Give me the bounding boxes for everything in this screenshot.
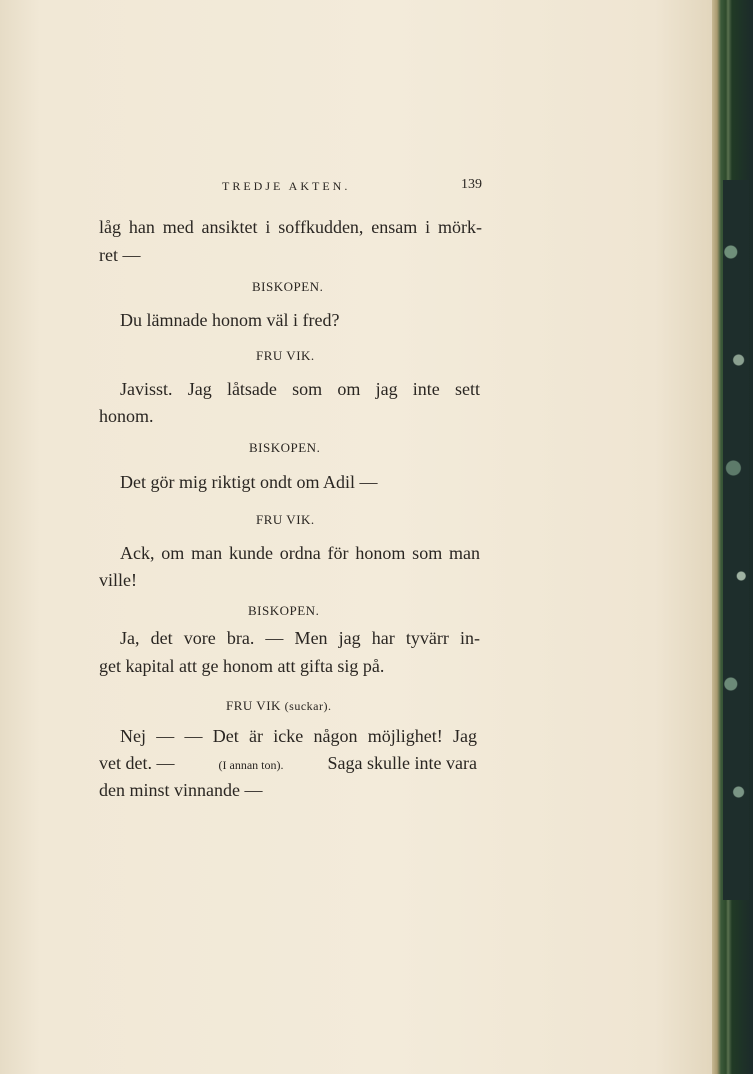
text-line: Ack, om man kunde ordna för honom som man [120,543,480,563]
text-fragment: Saga skulle inte vara [327,753,477,773]
speaker-name: FRU VIK. [256,512,315,527]
running-head [222,177,482,197]
text-line: honom. [99,406,154,426]
stage-direction: (suckar). [284,699,332,713]
speaker-name: BISKOPEN. [249,440,321,455]
text-line: ret — [99,245,141,265]
text-line: ville! [99,570,137,590]
stage-direction: (I annan ton). [218,758,284,772]
speaker-direction-line [226,698,331,714]
running-head-title: TREDJE AKTEN. [222,179,351,193]
speaker-name: BISKOPEN. [252,279,324,294]
page-number: 139 [461,177,482,192]
marbled-cover-pattern [723,180,749,900]
speaker-name: FRU VIK [226,698,281,713]
text-line: Du lämnade honom väl i fred? [120,310,340,330]
text-fragment: vet det. — [99,753,175,773]
text-line: Det gör mig riktigt ondt om Adil — [120,472,378,492]
speaker-name: FRU VIK. [256,348,315,363]
text-line: den minst vinnande — [99,780,263,800]
text-line: låg han med ansiktet i soffkudden, ensam i mörk- [99,217,482,237]
text-line: Ja, det vore bra. — Men jag har tyvärr in- [120,628,480,648]
speaker-name: BISKOPEN. [248,603,320,618]
book-binding-edge [712,0,753,1074]
text-line: Javisst. Jag låtsade som om jag inte sett [120,379,480,399]
text-line [99,752,477,776]
text-line: Nej — — Det är icke någon möjlighet! Jag [120,726,477,746]
text-line: get kapital att ge honom att gifta sig på. [99,656,385,676]
